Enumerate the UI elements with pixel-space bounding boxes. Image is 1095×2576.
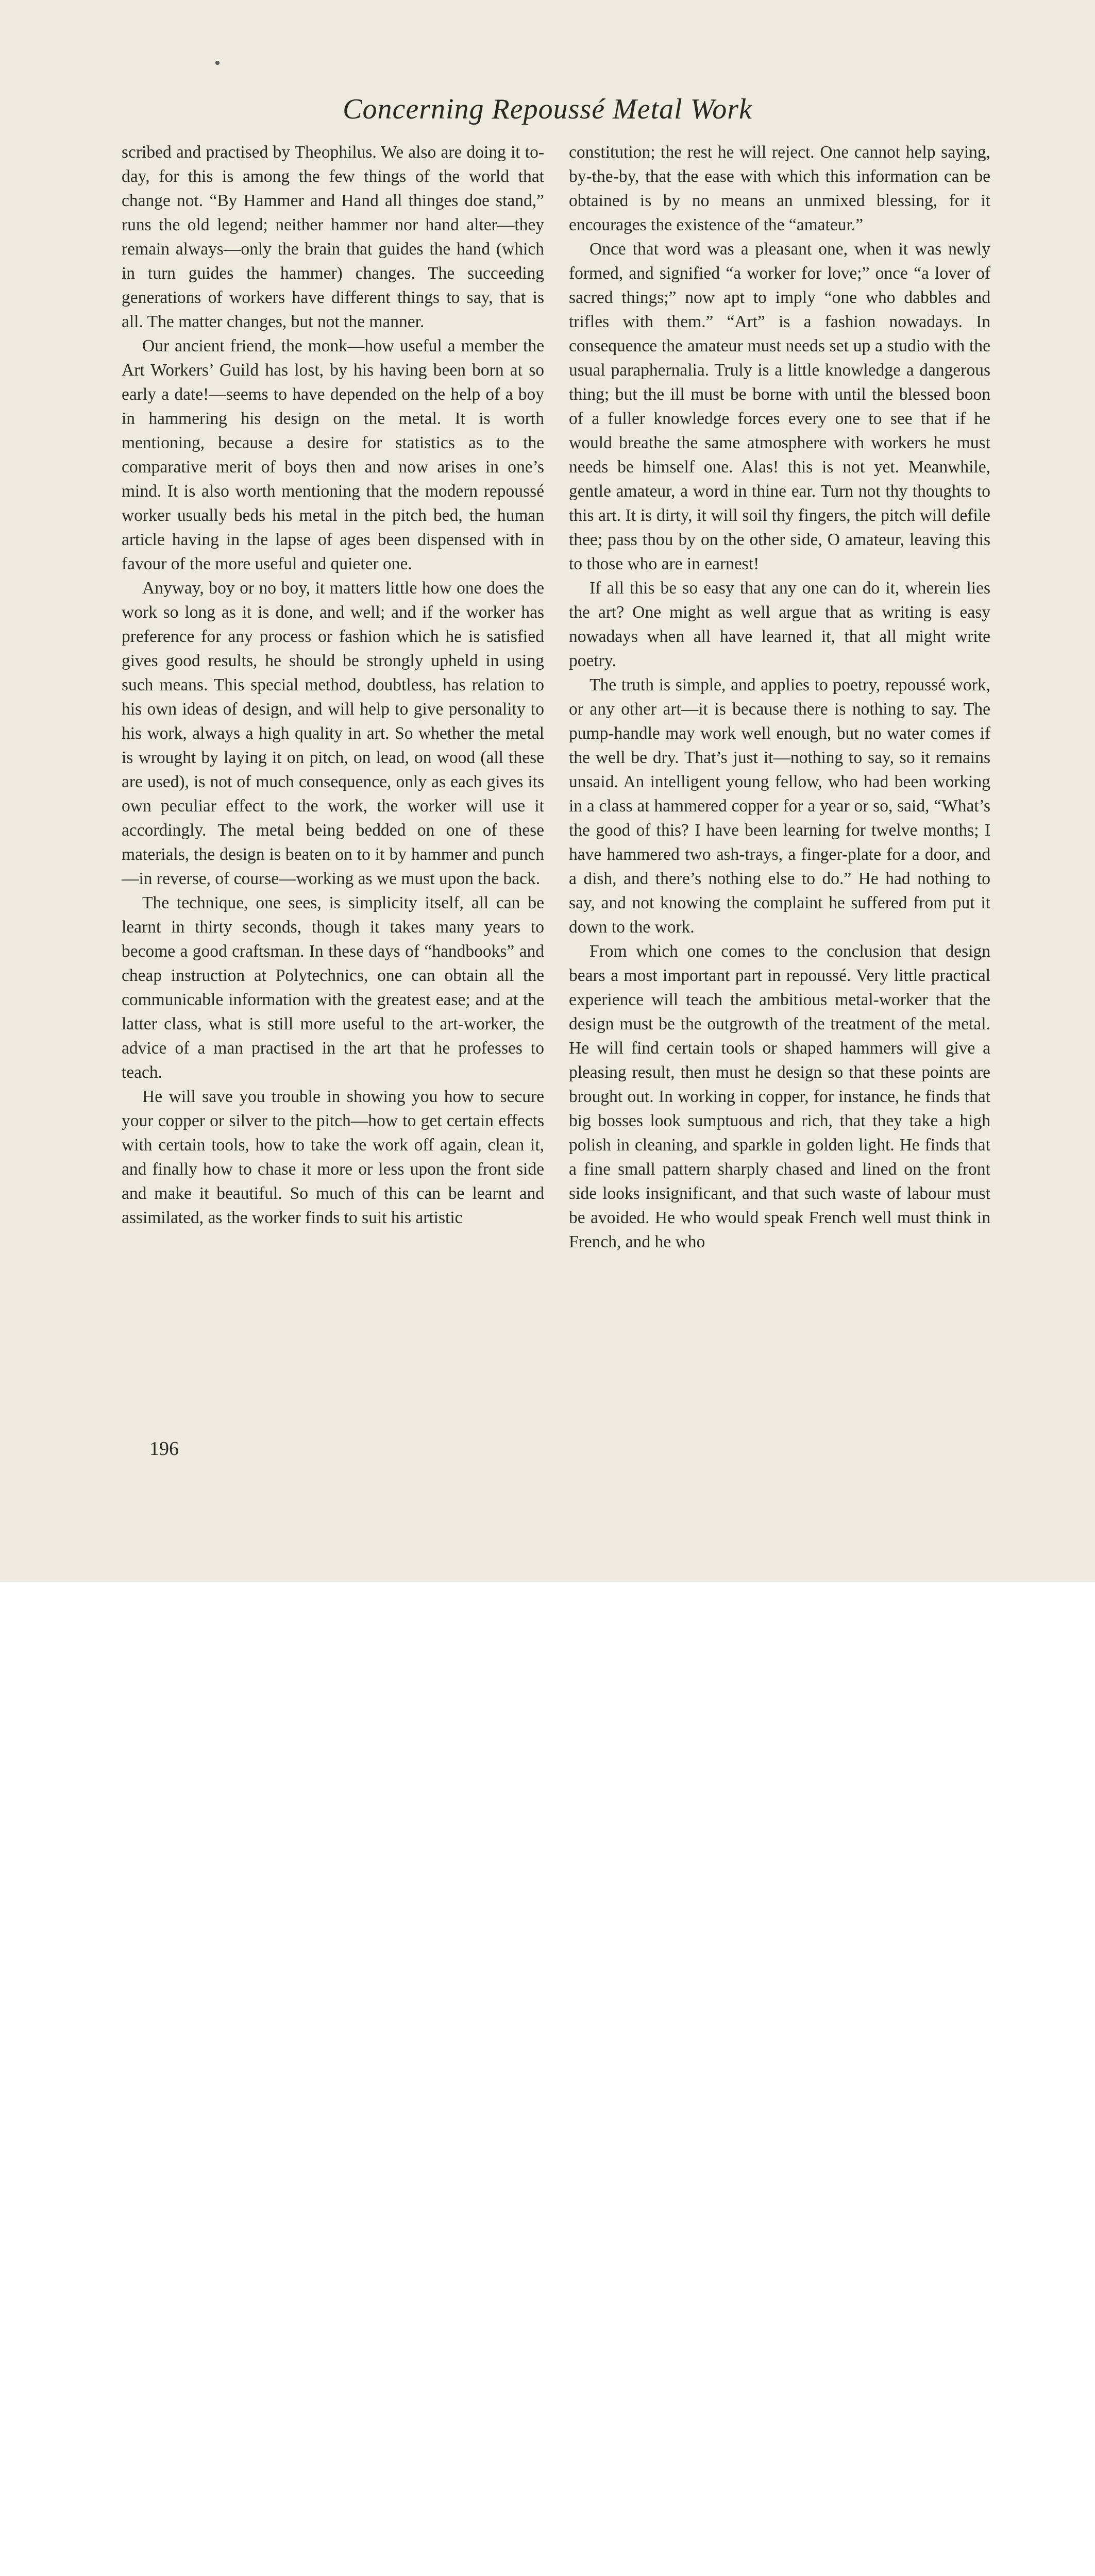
right-paragraph-1: constitution; the rest he will reject. One cannot help saying, by-the-by, that the ease with which this information can be obtained is by no means an unmixed blessing, for it encourages the existence of the “amateur.”: [569, 143, 990, 234]
right-paragraph-3: If all this be so easy that any one can do it, wherein lies the art? One might as well argue that as writing is easy nowadays when all have learned it, that all might write poetry.: [569, 579, 990, 670]
left-paragraph-4: The technique, one sees, is simplicity itself, all can be learnt in thirty seconds, though it takes many years to become a good craftsman. In these days of “handbooks” and cheap instruction at Polytechnics, one can obtain all the communicable information with the greatest ease; and at the latter class, what is still more useful to the art-worker, the advice of a man practised in the art that he professes to teach.: [122, 893, 544, 1082]
left-column: [122, 140, 544, 1230]
right-column: [569, 140, 990, 1254]
page-number: 196: [149, 1438, 179, 1460]
running-head: Concerning Repoussé Metal Work: [343, 93, 752, 125]
right-paragraph-4: The truth is simple, and applies to poetry, repoussé work, or any other art—it is because there is nothing to say. The pump-handle may work well enough, but no water comes if the well be dry. That’s just it—nothing to say, so it remains unsaid. An intelligent young fellow, who had been working in a class at hammered copper for a year or so, said, “What’s the good of this? I have been learning for twelve months; I have hammered two ash-trays, a finger-plate for a door, and a dish, and there’s nothing else to do.” He had nothing to say, and not knowing the complaint he suffered from put it down to the work.: [569, 675, 990, 937]
right-paragraph-2: Once that word was a pleasant one, when it was newly formed, and signified “a worker for love;” once “a lover of sacred things;” now apt to imply “one who dabbles and trifles with them.” “Art” is a fashion nowadays. In consequence the amateur must needs set up a studio with the usual paraphernalia. Truly is a little knowledge a dangerous thing; but the ill must be borne with until the blessed boon of a fuller knowledge forces every one to see that if he would breathe the same atmosphere with workers he must needs be himself one. Alas! this is not yet. Meanwhile, gentle amateur, a word in thine ear. Turn not thy thoughts to this art. It is dirty, it will soil thy fingers, the pitch will defile thee; pass thou by on the other side, O amateur, leaving this to those who are in earnest!: [569, 240, 990, 573]
left-paragraph-3: Anyway, boy or no boy, it matters little how one does the work so long as it is done, and well; and if the worker has preference for any process or fashion which he is satisfied gives good results, he should be strongly upheld in using such means. This special method, doubtless, has relation to his own ideas of design, and will help to give personality to his work, always a high quality in art. So whether the metal is wrought by laying it on pitch, on lead, on wood (all these are used), is not of much consequence, only as each gives its own peculiar effect to the work, the worker will use it accordingly. The metal being bedded on one of these materials, the design is beaten on to it by hammer and punch —in reverse, of course—working as we must upon the back.: [122, 579, 544, 888]
scan-speck: [215, 61, 220, 65]
right-paragraph-5: From which one comes to the conclusion that design bears a most important part in repoussé. Very little practical experience will teach the ambitious metal-worker that the design must be the outgrowth of the treatment of the metal. He will find certain tools or shaped hammers will give a pleasing result, then must he design so that these points are brought out. In working in copper, for instance, he finds that big bosses look sumptuous and rich, that they take a high polish in cleaning, and sparkle in golden light. He finds that a fine small pattern sharply chased and lined on the front side looks insignificant, and that such waste of labour must be avoided. He who would speak French well must think in French, and he who: [569, 942, 990, 1251]
left-paragraph-2: Our ancient friend, the monk—how useful a member the Art Workers’ Guild has lost, by his having been born at so early a date!—seems to have depended on the help of a boy in hammering his design on the metal. It is worth mentioning, because a desire for statistics as to the comparative merit of boys then and now arises in one’s mind. It is also worth mentioning that the modern repoussé worker usually beds his metal in the pitch bed, the human article having in the lapse of ages been dispensed with in favour of the more useful and quieter one.: [122, 336, 544, 573]
left-paragraph-1: scribed and practised by Theophilus. We also are doing it to-day, for this is among the few things of the world that change not. “By Hammer and Hand all thinges doe stand,” runs the old legend; neither hammer nor hand alter—they remain always—only the brain that guides the hand (which in turn guides the hammer) changes. The succeeding generations of workers have different things to say, that is all. The matter changes, but not the manner.: [122, 143, 544, 331]
left-paragraph-5: He will save you trouble in showing you how to secure your copper or silver to the pitch—how to get certain effects with certain tools, how to take the work off again, clean it, and finally how to chase it more or less upon the front side and make it beautiful. So much of this can be learnt and assimilated, as the worker finds to suit his artistic: [122, 1087, 544, 1227]
digitization-footer: [0, 1582, 1095, 1657]
